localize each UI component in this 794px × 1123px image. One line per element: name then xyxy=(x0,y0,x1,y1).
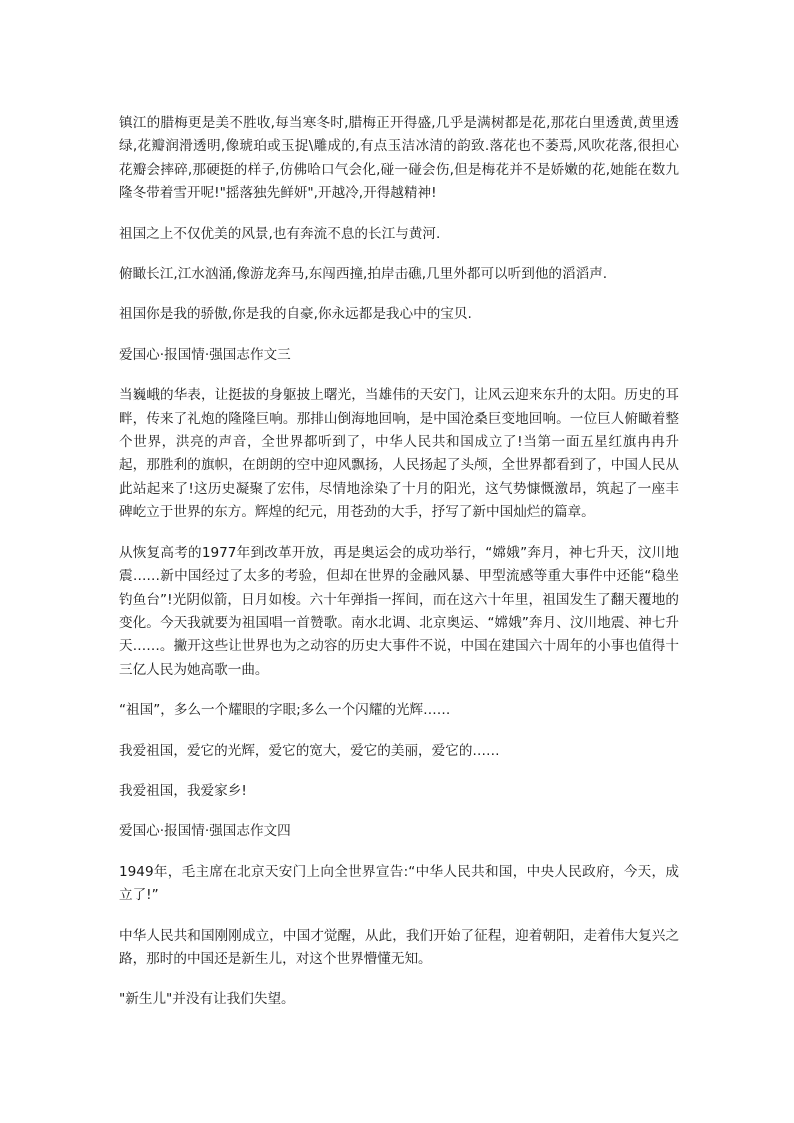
paragraph-rivers: 祖国之上不仅优美的风景,也有奔流不息的长江与黄河. xyxy=(119,225,441,242)
paragraph-pride: 祖国你是我的骄傲,你是我的自豪,你永远都是我心中的宝贝. xyxy=(119,306,472,323)
paragraph-motherland: “祖国”，多么一个耀眼的字眼;多么一个闪耀的光辉…… xyxy=(119,702,451,719)
paragraph-founding: 当巍峨的华表，让挺拔的身躯披上曙光，当雄伟的天安门，让风云迎来东升的太阳。历史的耳畔，传来了礼炮的隆隆巨响。那排山倒海地回响，是中国沧桑巨变地回响。一位巨人俯瞰着整个世界，洪亮的声音，全世界都听到了，中华人民共和国成立了!当第一面五星红旗冉冉升起，那胜利的旗帜，在朗朗的空中迎风飘扬，人民扬起了头颅，全世界都看到了，中国人民从此站起来了!这历史凝聚了宏伟，尽情地涂染了十月的阳光，这气势慷慨激昂，筑起了一座丰碑屹立于世界的东方。辉煌的纪元，用苍劲的大手，抒写了新中国灿烂的篇章。 xyxy=(119,387,679,521)
essay-heading-three: 爱国心·报国情·强国志作文三 xyxy=(119,346,291,363)
paragraph-newborn: 中华人民共和国刚刚成立，中国才觉醒，从此，我们开始了征程，迎着朝阳，走着伟大复兴之路，那时的中国还是新生儿，对这个世界懵懂无知。 xyxy=(119,927,679,967)
paragraph-yangtze: 俯瞰长江,江水汹涌,像游龙奔马,东闯西撞,拍岸击礁,几里外都可以听到他的滔滔声. xyxy=(119,266,608,283)
paragraph-wintersweet: 镇江的腊梅更是美不胜收,每当寒冬时,腊梅正开得盛,几乎是满树都是花,那花白里透黄,黄里透绿,花瓣润滑透明,像琥珀或玉捉\雕成的,有点玉洁冰清的韵致.落花也不萎焉,风吹花落,很担心花瓣会摔碎,那硬挺的样子,仿佛哈口气会化,碰一碰会伤,但是梅花并不是娇嫩的花,她能在数九隆冬带着雪开呢!"摇落独先鲜妍",开越冷,开得越精神! xyxy=(119,115,679,202)
paragraph-love-country: 我爱祖国，爱它的光辉，爱它的宽大，爱它的美丽，爱它的…… xyxy=(119,742,500,759)
paragraph-1949: 1949年，毛主席在北京天安门上向全世界宣告:“中华人民共和国，中央人民政府，今天，成立了!” xyxy=(119,863,679,904)
paragraph-love-hometown: 我爱祖国，我爱家乡! xyxy=(119,782,247,799)
essay-heading-four: 爱国心·报国情·强国志作文四 xyxy=(119,823,291,840)
document-body xyxy=(119,112,679,1029)
paragraph-not-disappoint: "新生儿"并没有让我们失望。 xyxy=(119,991,295,1008)
paragraph-sixty-years: 从恢复高考的1977年到改革开放，再是奥运会的成功举行，“嫦娥”奔月，神七升天，汶川地震……新中国经过了太多的考验，但却在世界的金融风暴、甲型流感等重大事件中还能“稳坐钓鱼台”!光阴似箭，日月如梭。六十年弹指一挥间，而在这六十年里，祖国发生了翻天覆地的变化。今天我就要为祖国唱一首赞歌。南水北调、北京奥运、“嫦娥”奔月、汶川地震、神七升天……。撇开这些让世界也为之动容的历史大事件不说，中国在建国六十周年的小事也值得十三亿人民为她高歌一曲。 xyxy=(119,544,679,678)
